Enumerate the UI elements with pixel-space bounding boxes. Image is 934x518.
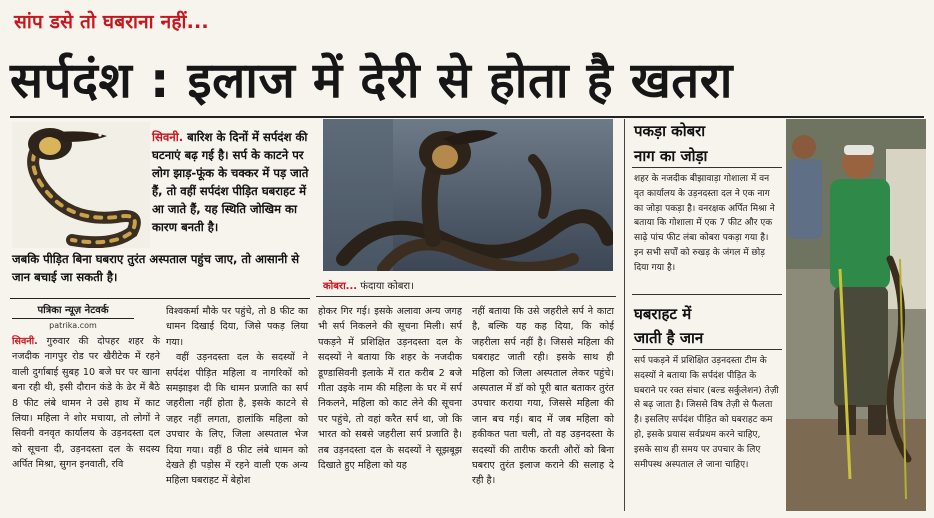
column-2-paragraph-b: वहीं उड़नदस्ता दल के सदस्यों ने सर्पदंश पीड़ित महिला व नागरिकों को समझाइश दी कि धामन प्रजाति का सर्प जहरीला नहीं होता है, इसके काटने से जहर नहीं लगता, हालांकि महिला को उपचार के लिए, जिला अस्पताल भेज दिया गया। वहीं 8 फीट लंबे धामन को देखते ही पड़ोस में रहने वाली एक अन्य महिला घबराहट में बेहोश bbox=[166, 352, 308, 487]
sidebar-heading-4: जाती है जान bbox=[634, 329, 704, 347]
sidebar-rule-1 bbox=[632, 167, 782, 168]
lead-text: बारिश के दिनों में सर्पदंश की घटनाएं बढ़ गई है। सर्प के काटने पर लोग झाड़-फूंक के चक्कर में पड़ जाते हैं, तो वहीं सर्पदंश पीड़ित घबराहट में आ जाते हैं, यह स्थिति जोखिम का कारण बनती है। bbox=[152, 130, 309, 234]
sidebar-heading-2: नाग का जोड़ा bbox=[634, 147, 708, 165]
sidebar-paragraph-2: सर्प पकड़ने में प्रशिक्षित उड़नदस्ता टीम के सदस्यों ने बताया कि सर्पदंश पीड़ित के घबराने पर रक्त संचार (बल्ड सर्कुलेशन) तेज़ी से बढ़ जाता है। जिससे विष तेज़ी से फैलता है। इसलिए सर्पदंश पीड़ित को घबराहट कम हो, इसके प्रयास सर्वप्रथम करने चाहिए, इसके साथ ही समय पर उपचार के लिए समीपस्थ अस्पताल ले जाना चाहिए। bbox=[634, 356, 779, 470]
byline-site: patrika.com bbox=[49, 321, 97, 330]
article-column-3 bbox=[318, 304, 462, 473]
column-3-text: होकर गिर गई। इसके अलावा अन्य जगह भी सर्प निकलने की सूचना मिली। सर्प पकड़ने में प्रशिक्षित उड़नदस्ता दल के सदस्यों ने बताया कि शहर के नजदीक डूण्डासिवनी इलाके में रात करीब 2 बजे गीता उइके नाम की महिला के घर में सर्प निकलने, महिला को काट लेने की सूचना पर पहुंचे, तो वहां करैत सर्प था, जो कि भारत को सबसे जहरीला सर्प प्रजाति है। तब उड़नदस्ता दल के सदस्यों ने सूझबूझ दिखाते हुए महिला को यह bbox=[318, 306, 462, 472]
column-dateline: सिवनी. bbox=[12, 336, 38, 347]
article-column-2 bbox=[166, 304, 308, 489]
byline-name: पत्रिका न्यूज़ नेटवर्क bbox=[12, 302, 134, 319]
cobra-photo bbox=[323, 119, 613, 271]
lead-paragraph-continued: जबकि पीड़ित बिना घबराए तुरंत अस्पताल पहुंच जाए, तो आसानी से जान बचाई जा सकती है। bbox=[12, 252, 300, 284]
page-title: सर्पदंश : इलाज में देरी से होता है खतरा bbox=[10, 52, 733, 109]
byline bbox=[12, 302, 134, 330]
column-1-text: गुरुवार की दोपहर शहर के नजदीक नागपुर रोड पर खैरीटेक में रहने वाली दुर्गाबाई सुबह 10 बजे घर पर खाना बना रही थी, इसी दौरान कंडे के ढेर में बैठे 8 फीट लंबे धामन ने उसे हाथ में काट लिया। महिला ने शोर मचाया, तो लोगों ने सिवनी वनवृत कार्यालय के उड़नदस्ता दल को सूचना दी, उड़नदस्ता दल के सदस्य अर्पित मिश्रा, सुगन इनवाती, रवि bbox=[12, 336, 160, 471]
sidebar-heading-3: घबराहट में bbox=[634, 305, 692, 323]
headline-rule bbox=[10, 116, 924, 118]
caption-text: फंदाया कोबरा। bbox=[357, 281, 414, 292]
sidebar-heading-1: पकड़ा कोबरा bbox=[634, 122, 706, 140]
sidebar-rule-2 bbox=[632, 294, 782, 295]
lead-dateline: सिवनी. bbox=[152, 130, 184, 144]
photo-caption bbox=[323, 278, 613, 292]
kicker: सांप डसे तो घबराना नहीं... bbox=[14, 11, 209, 33]
column-2-paragraph-a: विश्वकर्मा मौके पर पहुंचे, तो 8 फीट का धामन दिखाई दिया, जिसे पकड़ लिया गया। bbox=[166, 306, 308, 348]
sidebar-rule-3 bbox=[632, 349, 782, 350]
caption-tag: कोबरा... bbox=[323, 281, 358, 292]
sidebar-divider bbox=[624, 119, 625, 511]
lead-paragraph bbox=[152, 128, 312, 236]
lead-rule bbox=[10, 298, 310, 299]
column-4-text: नहीं बताया कि उसे जहरीले सर्प ने काटा है, बल्कि यह कह दिया, कि कोई जहरीला सर्प नहीं है। जिससे महिला की घबराहट जाती रही। इसके साथ ही महिला को जिला अस्पताल लेकर पहुंचे। अस्पताल में डॉ को पूरी बात बताकर तुरंत उपचार कराया गया, जिससे महिला की जान बच गई। बाद में जब महिला को हकीकत पता चली, तो वह उड़नदस्ता के सदस्यों की तारीफ करती औरों को बिना घबराए तुरंत इलाज कराने की सलाह दे रही है। bbox=[472, 306, 614, 487]
caption-rule bbox=[316, 296, 616, 297]
article-column-1 bbox=[12, 334, 160, 473]
article-column-4 bbox=[472, 304, 614, 489]
snake-catcher-photo bbox=[786, 119, 926, 511]
cobra-illustration bbox=[12, 122, 150, 248]
sidebar-paragraph-1: शहर के नजदीक बीझावाड़ा गोशाला में वन वृत कार्यालय के उड़नदस्ता दल ने एक नाग का जोड़ा पकड़ा है। वनरक्षक अर्पित मिश्रा ने बताया कि गोशाला में एक 7 फीट और एक साढ़े पांच फीट लंबा कोबरा पकड़ा गया है। इन सभी सर्पों को रुखड़ के जंगल में छोड़ दिया गया है। bbox=[634, 174, 775, 273]
